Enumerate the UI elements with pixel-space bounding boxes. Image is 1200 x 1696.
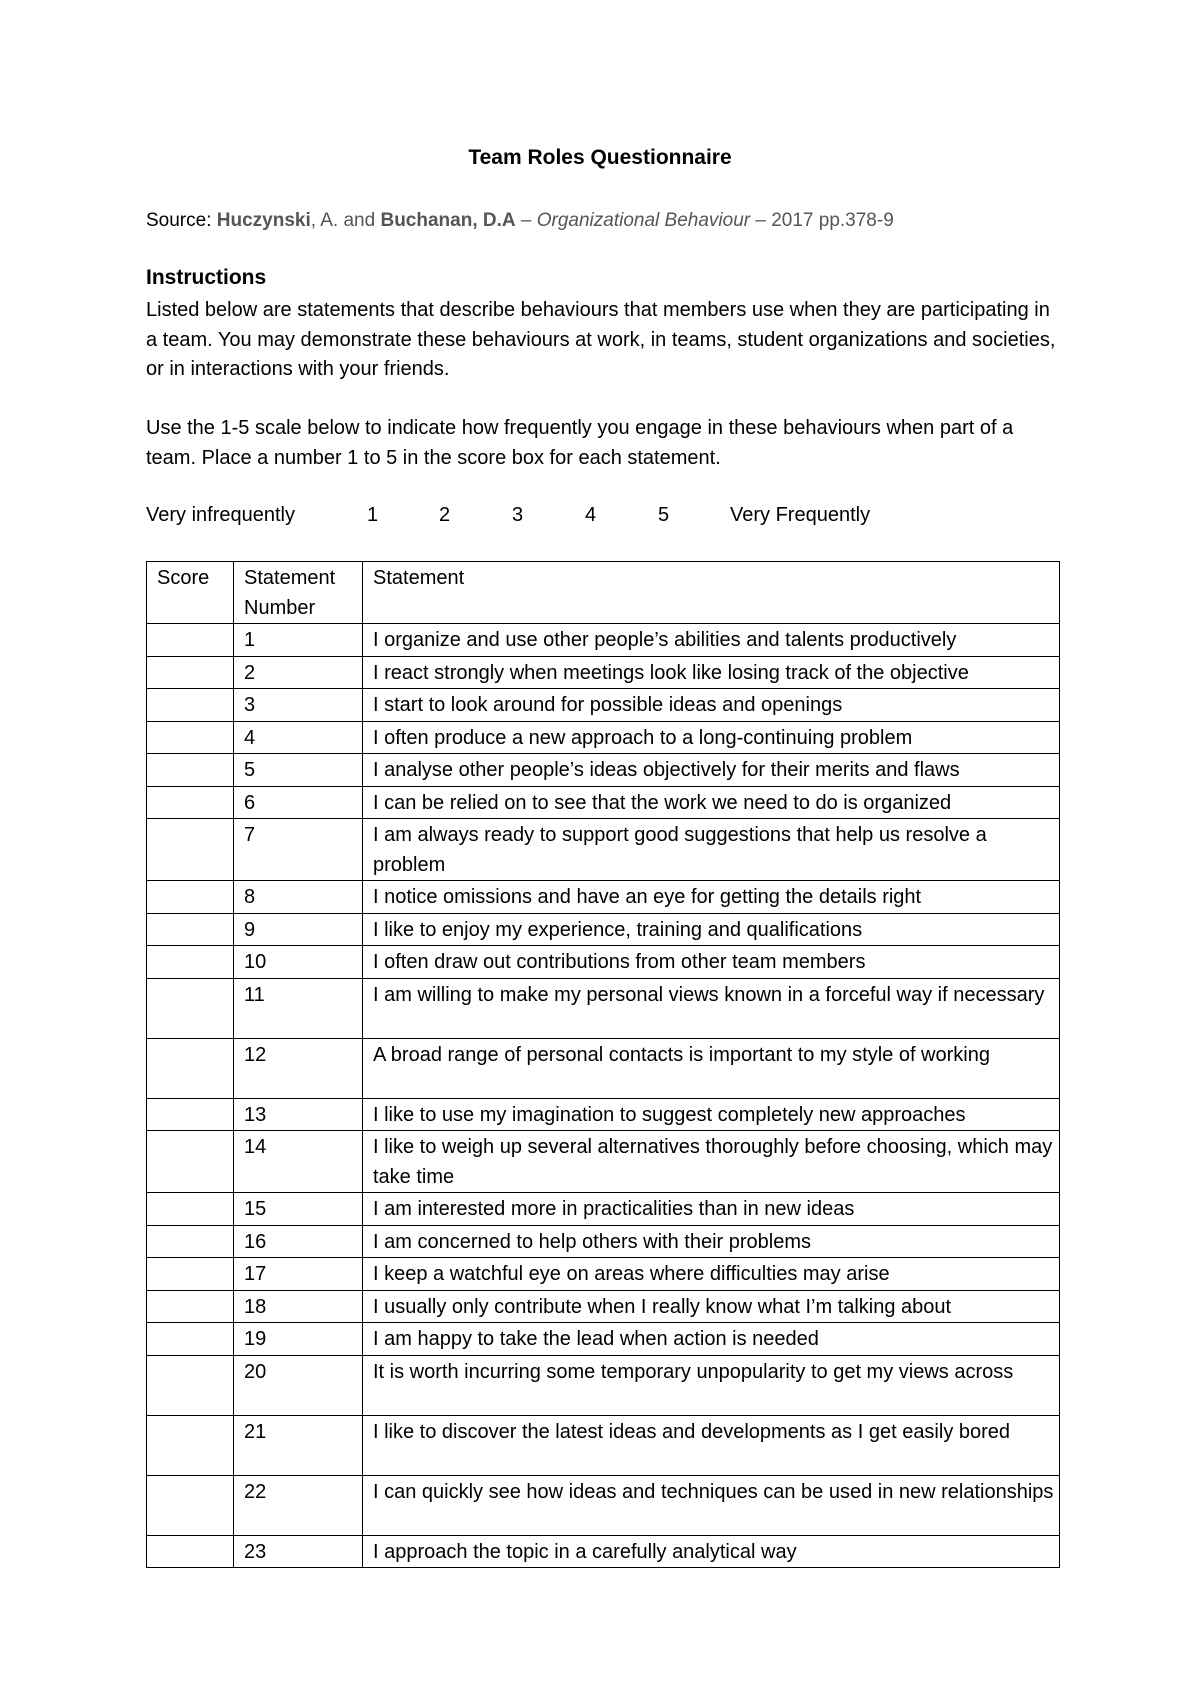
statement-text: I like to use my imagination to suggest completely new approaches: [363, 1098, 1060, 1131]
score-box[interactable]: [147, 1131, 234, 1193]
statement-number: 4: [234, 721, 363, 754]
score-box[interactable]: [147, 754, 234, 787]
score-box[interactable]: [147, 656, 234, 689]
statement-number: 17: [234, 1258, 363, 1291]
statement-text: I often draw out contributions from other team members: [363, 946, 1060, 979]
header-score: Score: [147, 562, 234, 624]
score-box[interactable]: [147, 1258, 234, 1291]
table-row: [147, 1258, 1060, 1291]
table-row: [147, 1290, 1060, 1323]
score-box[interactable]: [147, 1038, 234, 1098]
table-row: [147, 1475, 1060, 1535]
instructions-paragraph-2: Use the 1-5 scale below to indicate how frequently you engage in these behaviours when part of a team. Place a number 1 to 5 in the score box for each statement.: [146, 417, 1014, 469]
statement-text: I approach the topic in a carefully analytical way: [363, 1535, 1060, 1568]
score-box[interactable]: [147, 786, 234, 819]
statement-number: 22: [234, 1475, 363, 1535]
score-box[interactable]: [147, 1323, 234, 1356]
statement-number: 23: [234, 1535, 363, 1568]
statement-number: 3: [234, 689, 363, 722]
score-box[interactable]: [147, 913, 234, 946]
statement-text: I am happy to take the lead when action is needed: [363, 1323, 1060, 1356]
score-box[interactable]: [147, 1535, 234, 1568]
table-row: [147, 1098, 1060, 1131]
statement-number: 9: [234, 913, 363, 946]
score-box[interactable]: [147, 881, 234, 914]
page-title: Team Roles Questionnaire: [468, 146, 732, 169]
statement-number: 7: [234, 819, 363, 881]
score-box[interactable]: [147, 1415, 234, 1475]
source-dash1: –: [515, 210, 537, 231]
statement-text: I am interested more in practicalities than in new ideas: [363, 1193, 1060, 1226]
statement-text: It is worth incurring some temporary unpopularity to get my views across: [363, 1355, 1060, 1415]
table-row: [147, 1355, 1060, 1415]
table-row: [147, 1323, 1060, 1356]
score-box[interactable]: [147, 1355, 234, 1415]
statement-text: A broad range of personal contacts is important to my style of working: [363, 1038, 1060, 1098]
statement-text: I like to discover the latest ideas and developments as I get easily bored: [363, 1415, 1060, 1475]
source-author2: Buchanan, D.A: [380, 210, 516, 231]
statement-number: 21: [234, 1415, 363, 1475]
scale-point-4: 4: [585, 504, 597, 526]
source-label: Source:: [146, 210, 212, 231]
score-box[interactable]: [147, 946, 234, 979]
table-row: [147, 786, 1060, 819]
source-author1-rest: , A. and: [310, 210, 376, 231]
statement-number: 8: [234, 881, 363, 914]
score-box[interactable]: [147, 819, 234, 881]
table-row: [147, 881, 1060, 914]
scale-high-label: Very Frequently: [730, 504, 871, 526]
statement-text: I like to weigh up several alternatives thoroughly before choosing, which may take time: [363, 1131, 1060, 1193]
statement-text: I start to look around for possible ideas and openings: [363, 689, 1060, 722]
statement-number: 19: [234, 1323, 363, 1356]
statement-number: 2: [234, 656, 363, 689]
statement-number: 1: [234, 624, 363, 657]
source-author1: Huczynski: [216, 210, 311, 231]
statement-number: 10: [234, 946, 363, 979]
table-row: [147, 689, 1060, 722]
score-box[interactable]: [147, 1193, 234, 1226]
table-row: [147, 624, 1060, 657]
instructions-heading: Instructions: [146, 266, 267, 289]
table-row: [147, 1131, 1060, 1193]
statement-text: I usually only contribute when I really know what I’m talking about: [363, 1290, 1060, 1323]
table-row: [147, 913, 1060, 946]
scale-point-2: 2: [439, 504, 451, 526]
scale-point-5: 5: [658, 504, 670, 526]
statement-text: I often produce a new approach to a long-continuing problem: [363, 721, 1060, 754]
statement-number: 6: [234, 786, 363, 819]
statement-text: I am always ready to support good suggestions that help us resolve a problem: [363, 819, 1060, 881]
statement-text: I am willing to make my personal views known in a forceful way if necessary: [363, 978, 1060, 1038]
table-row: [147, 1225, 1060, 1258]
statement-number: 5: [234, 754, 363, 787]
source-dash2: – 2017 pp.378-9: [750, 210, 894, 231]
statement-number: 18: [234, 1290, 363, 1323]
source-book: Organizational Behaviour: [536, 210, 751, 231]
table-row: [147, 946, 1060, 979]
table-row: [147, 1415, 1060, 1475]
score-box[interactable]: [147, 1225, 234, 1258]
score-box[interactable]: [147, 1290, 234, 1323]
statement-text: I can quickly see how ideas and techniques can be used in new relationships: [363, 1475, 1060, 1535]
instructions-paragraph-1: Listed below are statements that describe behaviours that members use when they are participating in a team. You may demonstrate these behaviours at work, in teams, student organizations and societies, or in interactions with your friends.: [146, 299, 1056, 380]
table-row: [147, 656, 1060, 689]
statement-text: I organize and use other people’s abilities and talents productively: [363, 624, 1060, 657]
source-citation: [146, 210, 894, 232]
scale-point-3: 3: [512, 504, 524, 526]
statement-text: I am concerned to help others with their problems: [363, 1225, 1060, 1258]
scale-low-label: Very infrequently: [146, 504, 295, 526]
statement-number: 15: [234, 1193, 363, 1226]
statement-number: 12: [234, 1038, 363, 1098]
statement-text: I keep a watchful eye on areas where difficulties may arise: [363, 1258, 1060, 1291]
table-header-row: [147, 562, 1060, 624]
score-box[interactable]: [147, 1475, 234, 1535]
statement-text: I analyse other people’s ideas objectively for their merits and flaws: [363, 754, 1060, 787]
table-row: [147, 721, 1060, 754]
scale-point-1: 1: [367, 504, 379, 526]
table-row: [147, 978, 1060, 1038]
table-row: [147, 1193, 1060, 1226]
table-row: [147, 1535, 1060, 1568]
score-box[interactable]: [147, 689, 234, 722]
statement-text: I can be relied on to see that the work we need to do is organized: [363, 786, 1060, 819]
statement-number: 20: [234, 1355, 363, 1415]
score-box[interactable]: [147, 978, 234, 1038]
header-statement-number: Statement Number: [234, 562, 363, 624]
score-box[interactable]: [147, 1098, 234, 1131]
statement-number: 14: [234, 1131, 363, 1193]
questionnaire-table: [146, 561, 1060, 1568]
score-box[interactable]: [147, 624, 234, 657]
statement-text: I like to enjoy my experience, training and qualifications: [363, 913, 1060, 946]
table-row: [147, 1038, 1060, 1098]
statement-number: 13: [234, 1098, 363, 1131]
statement-text: I notice omissions and have an eye for getting the details right: [363, 881, 1060, 914]
score-box[interactable]: [147, 721, 234, 754]
header-statement: Statement: [363, 562, 1060, 624]
table-row: [147, 754, 1060, 787]
statement-number: 11: [234, 978, 363, 1038]
statement-number: 16: [234, 1225, 363, 1258]
statement-text: I react strongly when meetings look like losing track of the objective: [363, 656, 1060, 689]
table-row: [147, 819, 1060, 881]
